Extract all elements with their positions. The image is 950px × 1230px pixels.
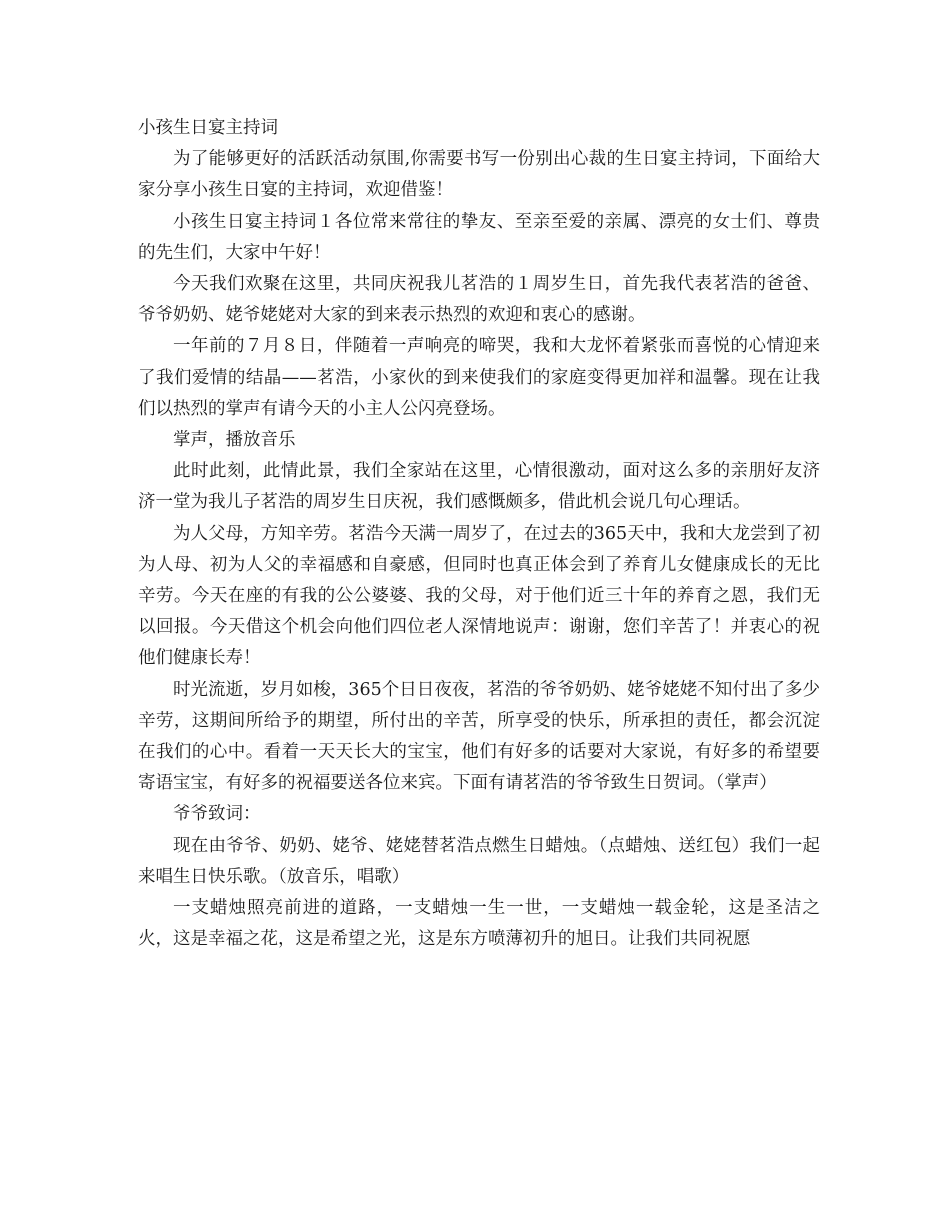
paragraph-grandparents: 时光流逝，岁月如梭，365个日日夜夜，茗浩的爷爷奶奶、姥爷姥姥不知付出了多少辛劳，这期间所给予的期望，所付出的辛苦，所享受的快乐，所承担的责任，都会沉淀在我们的心中。看着一天天长大的宝宝，他们有好多的话要对大家说，有好多的希望要寄语宝宝，有好多的祝福要送各位来宾。下面有请茗浩的爷爷致生日贺词。（掌声） <box>138 679 820 794</box>
paragraph-welcome: 今天我们欢聚在这里，共同庆祝我儿茗浩的１周岁生日，首先我代表茗浩的爸爸、爷爷奶奶、姥爷姥姥对大家的到来表示热烈的欢迎和衷心的感谢。 <box>138 274 820 326</box>
paragraph-blessing: 一支蜡烛照亮前进的道路，一支蜡烛一生一世，一支蜡烛一载金轮，这是圣洁之火，这是幸福之花，这是希望之光，这是东方喷薄初升的旭日。让我们共同祝愿 <box>138 898 820 950</box>
document-body <box>138 113 820 955</box>
paragraph-birth: 一年前的７月８日，伴随着一声响亮的啼哭，我和大龙怀着紧张而喜悦的心情迎来了我们爱情的结晶——茗浩，小家伙的到来使我们的家庭变得更加祥和温馨。现在让我们以热烈的掌声有请今天的小主人公闪亮登场。 <box>138 336 820 419</box>
paragraph-greeting: 小孩生日宴主持词１各位常来常往的挚友、至亲至爱的亲属、漂亮的女士们、尊贵的先生们，大家中午好！ <box>138 211 820 263</box>
paragraph-stage-direction: 掌声，播放音乐 <box>173 430 296 451</box>
paragraph-parents: 为人父母，方知辛劳。茗浩今天满一周岁了，在过去的365天中，我和大龙尝到了初为人母、初为人父的幸福感和自豪感，但同时也真正体会到了养育儿女健康成长的无比辛劳。今天在座的有我的公公婆婆、我的父母，对于他们近三十年的养育之恩，我们无以回报。今天借这个机会向他们四位老人深情地说声：谢谢，您们辛苦了！并衷心的祝他们健康长寿！ <box>138 523 820 669</box>
paragraph-intro: 为了能够更好的活跃活动氛围,你需要书写一份别出心裁的生日宴主持词，下面给大家分享小孩生日宴的主持词，欢迎借鉴！ <box>138 149 820 201</box>
paragraph-grandpa-speech: 爷爷致词： <box>173 804 261 825</box>
document-title: 小孩生日宴主持词 <box>138 118 278 138</box>
paragraph-candles: 现在由爷爷、奶奶、姥爷、姥姥替茗浩点燃生日蜡烛。（点蜡烛、送红包）我们一起来唱生日快乐歌。（放音乐，唱歌） <box>138 835 820 887</box>
paragraph-thanks: 此时此刻，此情此景，我们全家站在这里，心情很激动，面对这么多的亲朋好友济济一堂为我儿子茗浩的周岁生日庆祝，我们感慨颇多，借此机会说几句心理话。 <box>138 461 820 513</box>
